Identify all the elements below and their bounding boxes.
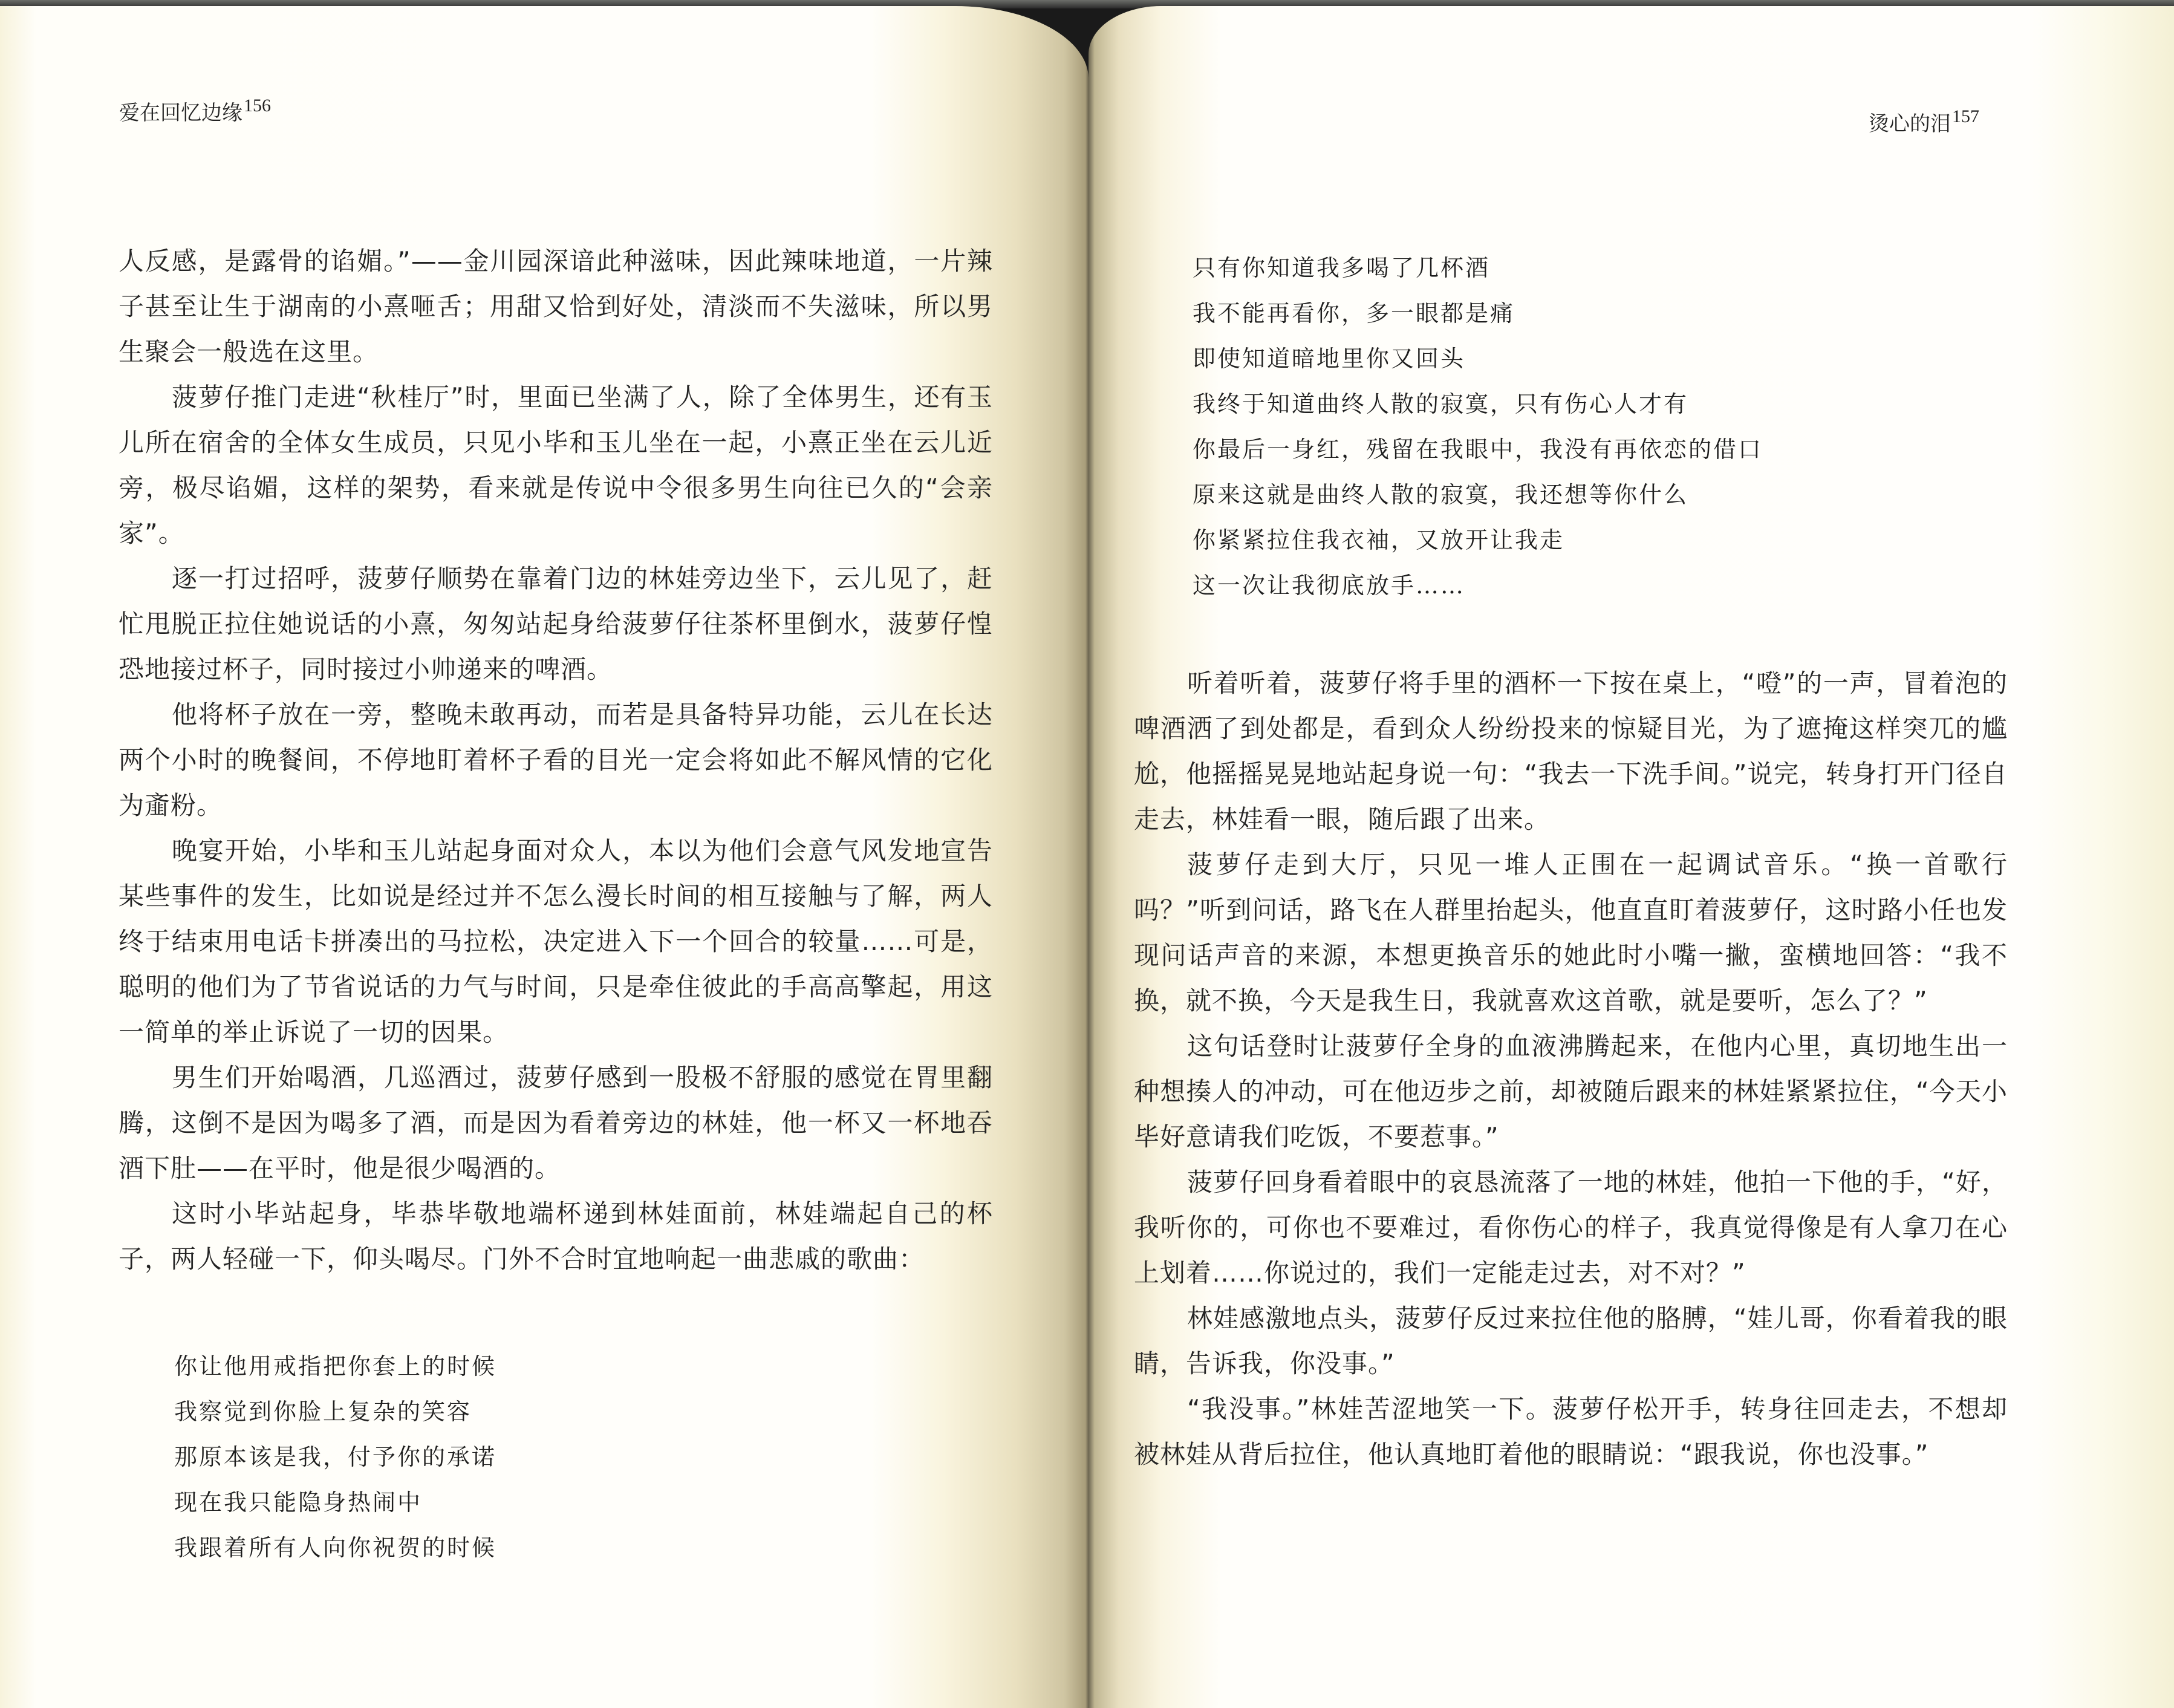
paragraph: 这时小毕站起身，毕恭毕敬地端杯递到林娃面前，林娃端起自己的杯子，两人轻碰一下，仰头喝尽。门外不合时宜地响起一曲悲戚的歌曲：	[119, 1199, 993, 1274]
lyric-line: 我终于知道曲终人散的寂寞，只有伤心人才有	[1193, 391, 1689, 417]
lyric-line: 即使知道暗地里你又回头	[1193, 345, 1466, 372]
right-page-number: 157	[1952, 106, 1979, 126]
lyric-line: 你最后一身红，残留在我眼中，我没有再依恋的借口	[1193, 436, 1763, 463]
left-page-number: 156	[244, 96, 271, 116]
lyric-line: 这一次让我彻底放手……	[1193, 572, 1466, 599]
paragraph: 逐一打过招呼，菠萝仔顺势在靠着门边的林娃旁边坐下，云儿见了，赶忙甩脱正拉住她说话的小熹，匆匆站起身给菠萝仔往茶杯里倒水，菠萝仔惶恐地接过杯子，同时接过小帅递来的啤酒。	[119, 564, 993, 684]
lyric-line: 你让他用戒指把你套上的时候	[174, 1353, 497, 1380]
lyric-line: 那原本该是我，付予你的承诺	[174, 1444, 497, 1470]
paragraph: 听着听着，菠萝仔将手里的酒杯一下按在桌上，“噔”的一声，冒着泡的啤酒洒了到处都是，看到众人纷纷投来的惊疑目光，为了遮掩这样突兀的尴尬，他摇摇晃晃地站起身说一句：“我去一下洗手间。”说完，转身打开门径自走去，林娃看一眼，随后跟了出来。	[1134, 668, 2008, 834]
paragraph: 林娃感激地点头，菠萝仔反过来拉住他的胳膊，“娃儿哥，你看着我的眼睛，告诉我，你没事。”	[1134, 1303, 2008, 1378]
lyric-line: 我察觉到你脸上复杂的笑容	[174, 1398, 472, 1425]
left-lyrics-block	[174, 1344, 496, 1571]
left-prose-block	[119, 238, 993, 1282]
paragraph: 菠萝仔走到大厅，只见一堆人正围在一起调试音乐。“换一首歌行吗？”听到问话，路飞在人群里抬起头，他直直盯着菠萝仔，这时路小任也发现问话声音的来源，本想更换音乐的她此时小嘴一撇，蛮横地回答：“我不换，就不换，今天是我生日，我就喜欢这首歌，就是要听，怎么了？”	[1134, 850, 2008, 1015]
left-running-header	[119, 96, 271, 126]
right-prose-block	[1134, 660, 2008, 1477]
right-page	[1089, 6, 2174, 1708]
paragraph: 菠萝仔推门走进“秋桂厅”时，里面已坐满了人，除了全体男生，还有玉儿所在宿舍的全体女生成员，只见小毕和玉儿坐在一起，小熹正坐在云儿近旁，极尽谄媚，这样的架势，看来就是传说中令很多男生向往已久的“会亲家”。	[119, 382, 993, 548]
lyric-line: 我不能再看你，多一眼都是痛	[1193, 300, 1515, 327]
paragraph: 菠萝仔回身看着眼中的哀恳流落了一地的林娃，他拍一下他的手，“好，我听你的，可你也不要难过，看你伤心的样子，我真觉得像是有人拿刀在心上划着……你说过的，我们一定能走过去，对不对？”	[1134, 1167, 2008, 1288]
paragraph: 他将杯子放在一旁，整晚未敢再动，而若是具备特异功能，云儿在长达两个小时的晚餐间，不停地盯着杯子看的目光一定会将如此不解风情的它化为齑粉。	[119, 700, 993, 820]
paragraph: 人反感，是露骨的谄媚。”——金川园深谙此种滋味，因此辣味地道，一片辣子甚至让生于湖南的小熹咂舌；用甜又恰到好处，清淡而不失滋味，所以男生聚会一般选在这里。	[119, 246, 993, 367]
paragraph: 这句话登时让菠萝仔全身的血液沸腾起来，在他内心里，真切地生出一种想揍人的冲动，可在他迈步之前，却被随后跟来的林娃紧紧拉住，“今天小毕好意请我们吃饭，不要惹事。”	[1134, 1031, 2008, 1152]
left-header-title: 爱在回忆边缘	[119, 101, 242, 125]
paragraph: “我没事。”林娃苦涩地笑一下。菠萝仔松开手，转身往回走去，不想却被林娃从背后拉住，他认真地盯着他的眼睛说：“跟我说，你也没事。”	[1134, 1394, 2008, 1469]
right-header-title: 烫心的泪	[1869, 112, 1951, 136]
paragraph: 男生们开始喝酒，几巡酒过，菠萝仔感到一股极不舒服的感觉在胃里翻腾，这倒不是因为喝多了酒，而是因为看着旁边的林娃，他一杯又一杯地吞酒下肚——在平时，他是很少喝酒的。	[119, 1063, 993, 1183]
lyric-line: 我跟着所有人向你祝贺的时候	[174, 1534, 497, 1561]
lyric-line: 你紧紧拉住我衣袖，又放开让我走	[1193, 527, 1565, 553]
lyric-line: 现在我只能隐身热闹中	[174, 1489, 423, 1516]
right-lyrics-block	[1193, 246, 1763, 608]
right-running-header	[1869, 106, 1979, 137]
lyric-line: 只有你知道我多喝了几杯酒	[1193, 255, 1491, 281]
lyric-line: 原来这就是曲终人散的寂寞，我还想等你什么	[1193, 481, 1689, 508]
paragraph: 晚宴开始，小毕和玉儿站起身面对众人，本以为他们会意气风发地宣告某些事件的发生，比如说是经过并不怎么漫长时间的相互接触与了解，两人终于结束用电话卡拼凑出的马拉松，决定进入下一个回合的较量……可是，聪明的他们为了节省说话的力气与时间，只是牵住彼此的手高高擎起，用这一简单的举止诉说了一切的因果。	[119, 836, 993, 1047]
left-page	[0, 6, 1089, 1708]
